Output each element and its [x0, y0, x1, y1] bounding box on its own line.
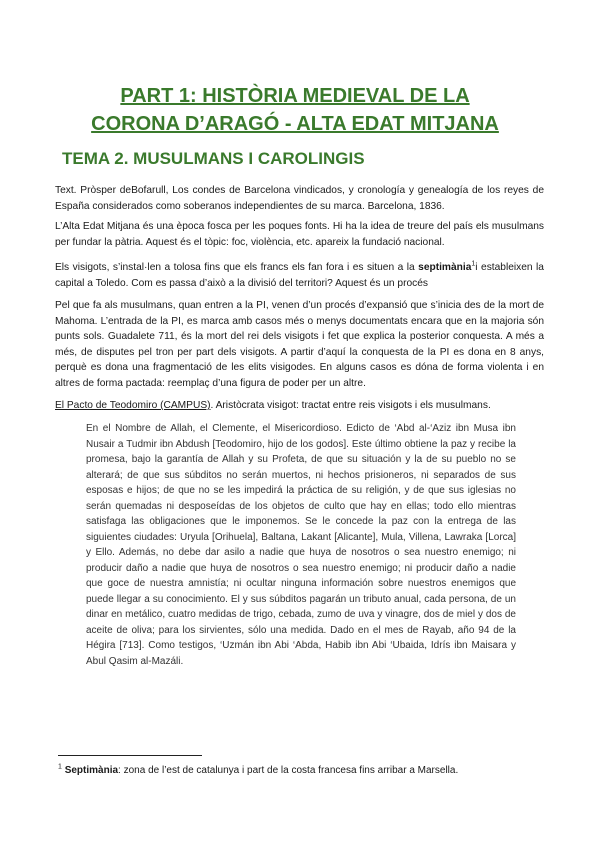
section-heading: TEMA 2. MUSULMANS I CAROLINGIS	[62, 149, 365, 168]
page-title	[60, 82, 530, 138]
title-line-2: CORONA D’ARAGÓ - ALTA EDAT MITJANA	[91, 113, 499, 135]
pact-text: . Aristòcrata visigot: tractat entre reis visigots i els musulmans.	[210, 400, 491, 411]
pact-quote: En el Nombre de Allah, el Clemente, el Misericordioso. Edicto de ‘Abd al-‘Aziz ibn Musa ibn Nusair a Tudmir ibn Abdush [Teodomiro, hijo de los godos]. Este último obtiene la paz y recibe la promesa, bajo la garantía de Allah y su Profeta, de que su situación y la de su pueblo no se alterará; de que sus súbditos no serán muertos, ni hechos prisioneros, ni separados de sus esposas e hijos; de que no se les impedirá la práctica de su religión, y de que sus iglesias no serán quemadas ni desposeídas de los objetos de culto que hay en ellas; todo ello mientras satisfaga las obligaciones que le imponemos. Se le concede la paz con la entrega de las siguientes ciudades: Uryula [Orihuela], Baltana, Lakant [Alicante], Mula, Villena, Lawraka [Lorca] y Ello. Además, no debe dar asilo a nadie que huya de nosotros o sea nuestro enemigo; ni producir daño a nadie que huya de nosotros o sea nuestro enemigo; ni producir daño a nadie que goce de nuestra amnistía; ni ocultar ninguna información sobre nuestros enemigos que puede llegar a su conocimiento. El y sus súbditos pagarán un tributo anual, cada persona, de un dinar en metálico, cuatro medidas de trigo, cebada, zumo de uva y vinagre, dos de miel y dos de aceite de oliva; para los sirvientes, sólo una medida. Dado en el mes de Rayab, año 94 de la Hégira [713]. Como testigos, ‘Uzmán ibn Abi ‘Abda, Habib ibn Abi ‘Ubaida, Idrís ibn Maisara y Abul Qasim al-Mazáli.	[86, 423, 516, 667]
visigoths-text-start: Els visigots, s’instal·len a tolosa fins que els francs els fan fora i es situen a la	[55, 262, 419, 273]
footnote-text: : zona de l’est de catalunya i part de la costa francesa fins arribar a Marsella.	[118, 765, 459, 776]
footnote-number: 1	[58, 763, 62, 771]
visigoths-text-end: i estableixen la capital a Toledo. Com es passa d’això a la divisió del territori? Aquest és un procés	[55, 262, 544, 289]
muslims-paragraph: Pel que fa als musulmans, quan entren a la PI, venen d’un procés d’expansió que s’inicia des de la mort de Mahoma. L’entrada de la PI, es marca amb casos més o menys documentats encara que en la majoria són punts sols. Guadalete 711, és la mort del rei dels visigots i fet que explica la posterior conquesta. A més a més, de disputes pel tron per part dels visigots. A partir d’aquí la conquesta de la PI es dona en 8 anys, perquè es dona una fragmentació de les elits visigodes. En alguns casos es dóna de forma violenta i en altres de forma pactada: reemplaç d’una figura de poder per un altre.	[55, 300, 544, 389]
title-line-1: PART 1: HISTÒRIA MEDIEVAL DE LA	[120, 85, 470, 107]
pact-paragraph	[55, 398, 544, 414]
intro-paragraph: L’Alta Edat Mitjana és una època fosca per les poques fonts. Hi ha la idea de treure del país els musulmans per fundar la pàtria. Aquest és el tòpic: foc, violència, etc. apareix la fundació nacional.	[55, 221, 544, 248]
footnote-reference[interactable]: 1	[471, 260, 476, 268]
septimania-term: septimània	[418, 262, 472, 273]
source-paragraph: Text. Pròsper deBofarull, Los condes de Barcelona vindicados, y cronología y genealogía de los reyes de España considerados como soberanos independientes de su marca. Barcelona, 1836.	[55, 185, 544, 212]
footnote-divider	[58, 755, 202, 756]
footnote	[58, 764, 548, 778]
footnote-term: Septimània	[64, 765, 119, 776]
pact-link[interactable]: El Pacto de Teodomiro (CAMPUS)	[55, 400, 211, 411]
visigoths-paragraph	[55, 260, 544, 291]
